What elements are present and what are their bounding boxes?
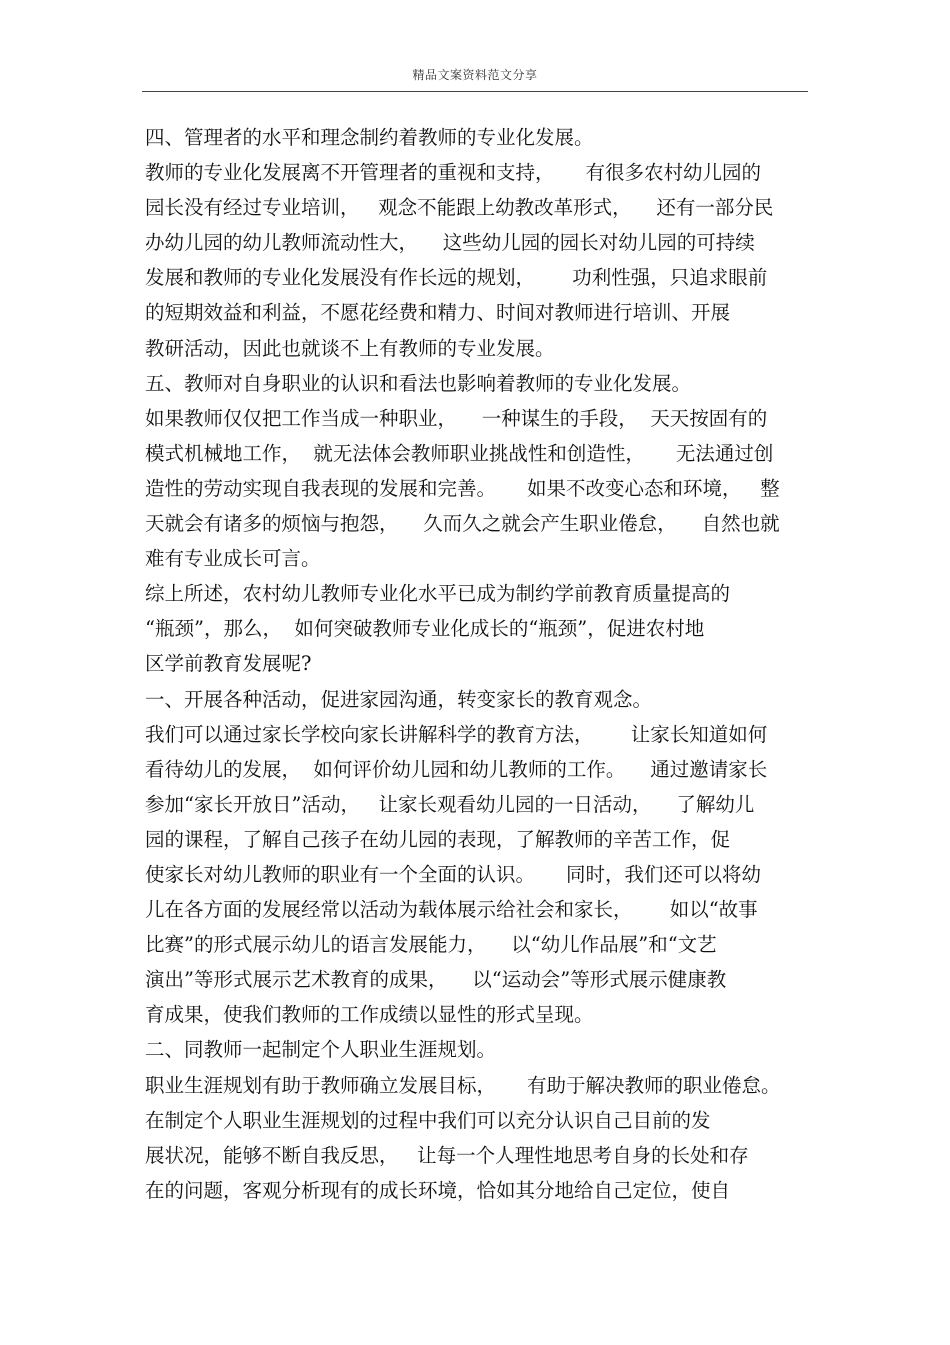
text-line: 造性的劳动实现自我表现的发展和完善。 如果不改变心态和环境， 整	[145, 476, 780, 500]
text-line: 园长没有经过专业培训， 观念不能跟上幼教改革形式， 还有一部分民	[145, 196, 774, 220]
text-line: 一、开展各种活动，促进家园沟通，转变家长的教育观念。	[145, 687, 653, 711]
text-line: 参加“家长开放日”活动， 让家长观看幼儿园的一日活动， 了解幼儿	[145, 792, 755, 816]
text-line: 在制定个人职业生涯规划的过程中我们可以充分认识自己目前的发	[145, 1108, 711, 1132]
text-line: 园的课程，了解自己孩子在幼儿园的表现，了解教师的辛苦工作，促	[145, 827, 731, 851]
text-line: 发展和教师的专业化发展没有作长远的规划， 功利性强，只追求眼前	[145, 266, 768, 290]
text-line: 五、教师对自身职业的认识和看法也影响着教师的专业化发展。	[145, 371, 692, 395]
page-header: 精品文案资料范文分享	[412, 68, 538, 82]
text-line: 天就会有诸多的烦恼与抱怨， 久而久之就会产生职业倦怠， 自然也就	[145, 512, 780, 536]
text-line: “瓶颈”，那么， 如何突破教师专业化成长的“瓶颈”，促进农村地	[145, 617, 705, 641]
text-line: 比赛”的形式展示幼儿的语言发展能力， 以“幼儿作品展”和“文艺	[145, 933, 717, 957]
text-line: 儿在各方面的发展经常以活动为载体展示给社会和家长， 如以“故事	[145, 898, 758, 922]
text-line: 二、同教师一起制定个人职业生涯规划。	[145, 1038, 497, 1062]
text-line: 综上所述，农村幼儿教师专业化水平已成为制约学前教育质量提高的	[145, 582, 731, 606]
text-line: 演出”等形式展示艺术教育的成果， 以“运动会”等形式展示健康教	[145, 968, 727, 992]
text-line: 模式机械地工作， 就无法体会教师职业挑战性和创造性， 无法通过创	[145, 441, 774, 465]
text-line: 如果教师仅仅把工作当成一种职业， 一种谋生的手段， 天天按固有的	[145, 406, 768, 430]
text-line: 教师的专业化发展离不开管理者的重视和支持， 有很多农村幼儿园的	[145, 161, 761, 185]
text-line: 我们可以通过家长学校向家长讲解科学的教育方法， 让家长知道如何	[145, 722, 768, 746]
text-line: 看待幼儿的发展， 如何评价幼儿园和幼儿教师的工作。 通过邀请家长	[145, 757, 768, 781]
text-line: 育成果，使我们教师的工作成绩以显性的形式呈现。	[145, 1003, 594, 1027]
text-line: 教研活动，因此也就谈不上有教师的专业发展。	[145, 336, 555, 360]
text-line: 区学前教育发展呢?	[145, 652, 312, 676]
text-line: 在的问题，客观分析现有的成长环境，恰如其分地给自己定位，使自	[145, 1178, 731, 1202]
text-line: 难有专业成长可言。	[145, 547, 321, 571]
text-line: 办幼儿园的幼儿教师流动性大， 这些幼儿园的园长对幼儿园的可持续	[145, 231, 755, 255]
document-body	[145, 120, 825, 1208]
text-line: 四、管理者的水平和理念制约着教师的专业化发展。	[145, 126, 594, 149]
header-divider	[142, 91, 808, 92]
text-line: 展状况，能够不断自我反思， 让每一个人理性地思考自身的长处和存	[145, 1143, 749, 1167]
text-line: 使家长对幼儿教师的职业有一个全面的认识。 同时，我们还可以将幼	[145, 862, 761, 886]
text-line: 职业生涯规划有助于教师确立发展目标， 有助于解决教师的职业倦怠。	[145, 1073, 781, 1097]
text-line: 的短期效益和利益，不愿花经费和精力、时间对教师进行培训、开展	[145, 301, 731, 325]
